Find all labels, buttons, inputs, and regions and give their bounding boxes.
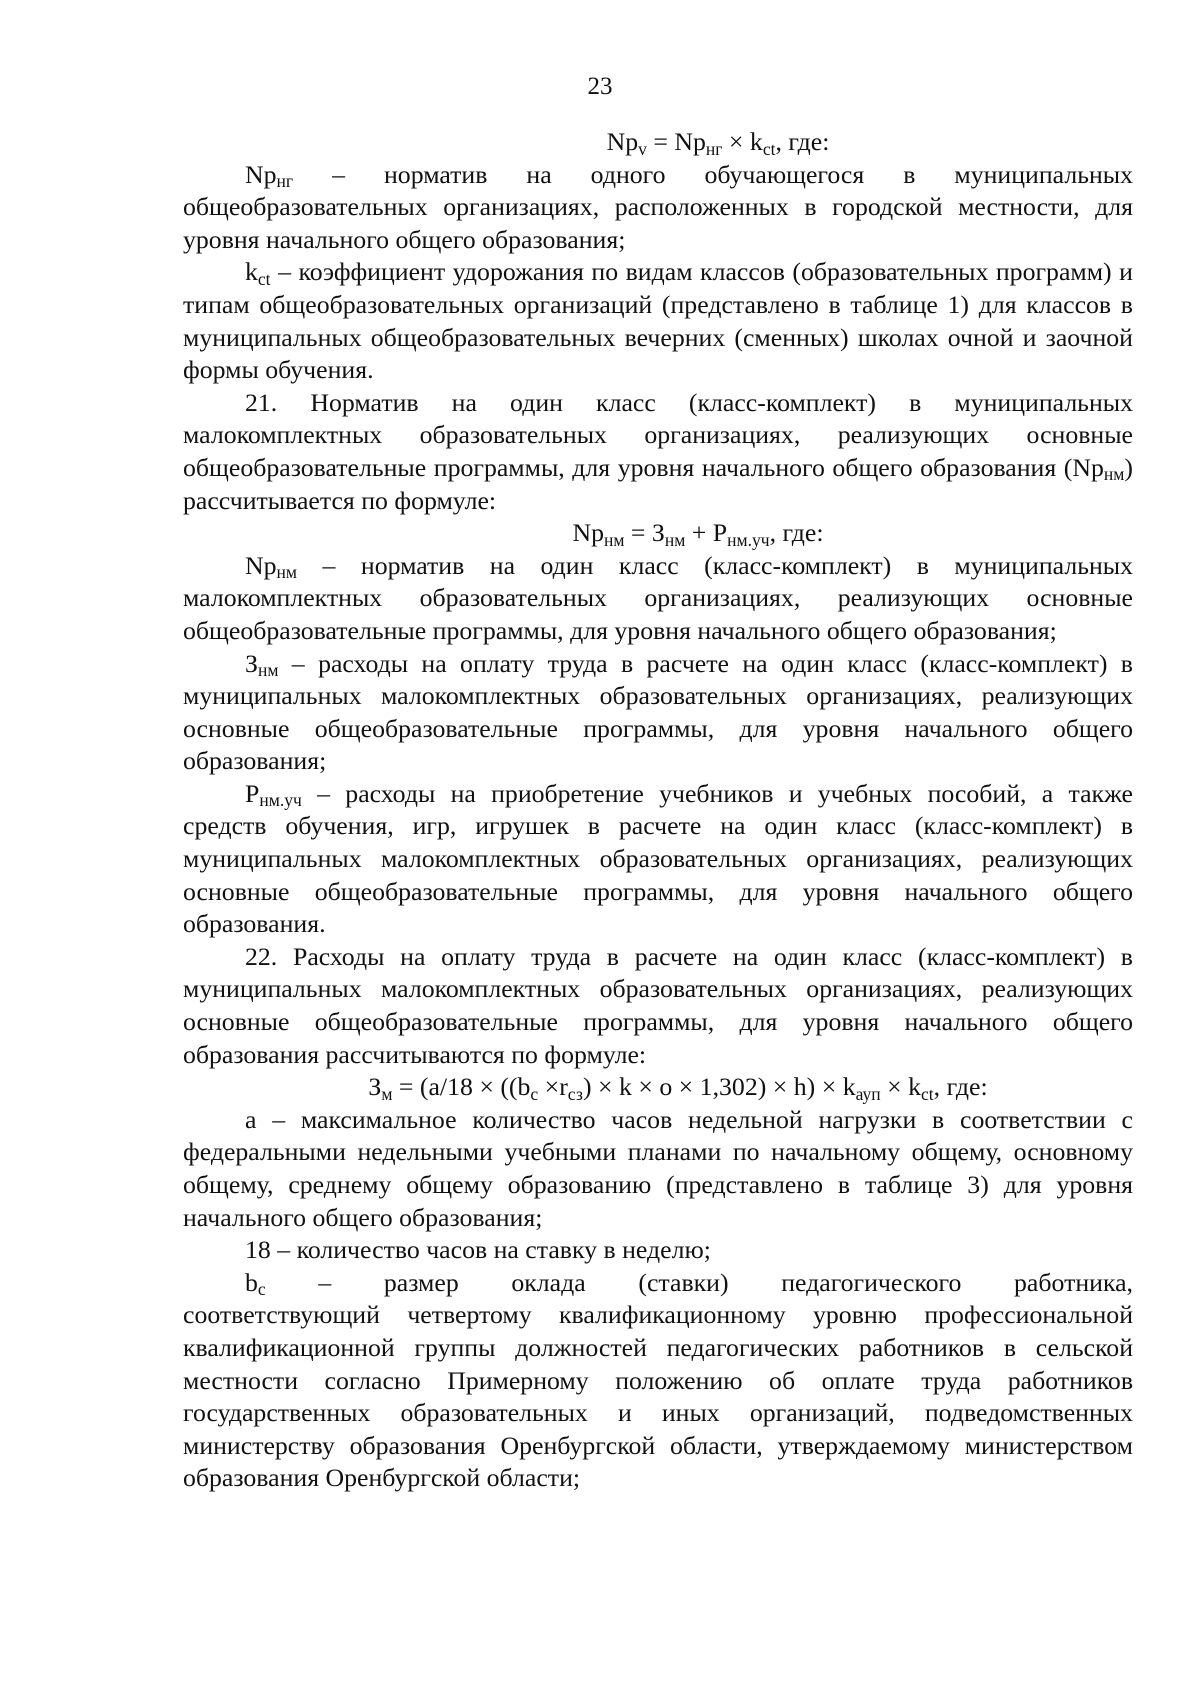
formula-part: ×r — [538, 1072, 568, 1102]
definition-word: оклада — [511, 1267, 586, 1297]
formula-part: = (а/18 × ((b — [392, 1072, 531, 1102]
formula-operator: × — [722, 127, 750, 156]
definition-text: – коэффициент удорожания по видам классов (образовательных программ) и типам общеобразовательных организаций (представлено в таблице 1) для классов в муниципальных общеобразовательных вечерних (сменных) школах очной и заочной формы обучения. — [183, 257, 1133, 385]
definition-word: размер — [383, 1267, 459, 1297]
definition-r-nm-uch — [183, 778, 1133, 941]
formula-subscript: v — [638, 138, 647, 159]
definition-symbol: Np — [1072, 452, 1104, 482]
definition-np-nm — [183, 550, 1133, 648]
definition-symbol-group — [245, 1267, 266, 1300]
definition-text: – норматив на один класс (класс-комплект) в муниципальных малокомплектных образовательных организациях, реализующих основные общеобразовательные программы, для уровня начального общего образования; — [183, 550, 1133, 645]
definition-b-c-first-line — [183, 1267, 1133, 1300]
paragraph-21 — [183, 387, 1133, 517]
formula-subscript: ауп — [855, 1083, 881, 1104]
formula-subscript: м — [381, 1083, 393, 1104]
formula-subscript: нм — [664, 529, 686, 550]
formula-subscript: сз — [567, 1083, 583, 1104]
definition-text: – расходы на оплату труда в расчете на один класс (класс-комплект) в муниципальных малокомплектных образовательных организациях, реализующих основные общеобразовательные программы, для уровня начального общего образования; — [183, 648, 1133, 776]
definition-symbol: k — [245, 257, 258, 287]
definition-18: 18 – количество часов на ставку в неделю; — [245, 1235, 711, 1265]
definition-subscript: нм — [257, 660, 279, 681]
definition-subscript: с — [257, 1279, 266, 1300]
formula-np-v — [183, 126, 1133, 159]
definition-a: а – максимальное количество часов недельной нагрузки в соответствии с федеральными недельными учебными планами по начальному общему, основному общему, среднему общему образованию (представлено в таблице 3) для уровня начального общего образования; — [183, 1104, 1133, 1232]
definition-word: – — [318, 1267, 332, 1297]
formula-symbol: Р — [712, 518, 728, 548]
formula-subscript: нм.уч — [727, 529, 770, 550]
formula-symbol: k — [749, 127, 763, 156]
definition-np-ng — [183, 159, 1133, 257]
definition-word: (ставки) — [638, 1267, 729, 1297]
formula-z-m — [183, 1071, 1133, 1104]
formula-subscript: с — [530, 1083, 539, 1104]
formula-subscript: ct — [921, 1083, 934, 1104]
definition-symbol: Np — [245, 159, 277, 189]
formula-tail: , где: — [769, 518, 824, 548]
formula-operator: = — [624, 518, 652, 548]
definition-symbol: Np — [245, 550, 277, 580]
paragraph-text: 21. Норматив на один класс (класс-комплект) в муниципальных малокомплектных образовательных организациях, реализующих основные общеобразовательные программы, для уровня начального общего образования ( — [183, 387, 1133, 482]
definition-symbol: Р — [245, 778, 260, 808]
formula-subscript: нг — [705, 138, 723, 159]
formula-part: ) × k × o × 1,302) × h) × k — [582, 1072, 856, 1102]
formula-symbol: З — [651, 518, 665, 548]
definition-subscript: нг — [276, 171, 294, 192]
formula-symbol: Np — [674, 127, 706, 156]
formula-symbol: З — [368, 1072, 382, 1102]
definition-symbol: b — [245, 1267, 258, 1297]
formula-part: × k — [880, 1072, 922, 1102]
definition-subscript: ct — [257, 268, 271, 289]
formula-subscript: нм — [603, 529, 625, 550]
definition-b-c: соответствующий четвертому квалификационному уровню профессиональной квалификационной группы должностей педагогических работников в сельской местности согласно Примерному положению об оплате труда работников государственных образовательных и иных организаций, подведомственных министерству образования Оренбургской области, утверждаемому министерством образования Оренбургской области; — [183, 1300, 1133, 1493]
paragraph-tail: ) рассчитывается по формуле: — [183, 452, 1133, 515]
formula-symbol: Np — [572, 518, 604, 548]
definition-word: работника, — [1014, 1267, 1133, 1297]
definition-text: – норматив на одного обучающегося в муниципальных общеобразовательных организациях, расположенных в городской местности, для уровня начального общего образования; — [183, 159, 1133, 254]
definition-z-nm — [183, 648, 1133, 778]
formula-operator: = — [646, 127, 675, 156]
page-number: 23 — [587, 73, 613, 100]
definition-word: педагогического — [781, 1267, 962, 1297]
formula-np-nm — [183, 517, 1133, 550]
paragraph-22: 22. Расходы на оплату труда в расчете на один класс (класс-комплект) в муниципальных малокомплектных образовательных организациях, реализующих основные общеобразовательные программы, для уровня начального общего образования рассчитываются по формуле: — [183, 941, 1133, 1069]
definition-symbol: З — [245, 648, 258, 678]
formula-tail: , где: — [775, 127, 830, 156]
formula-subscript: ct — [762, 138, 776, 159]
formula-operator: + — [685, 518, 713, 548]
definition-subscript: нм — [1103, 464, 1125, 485]
definition-text: – расходы на приобретение учебников и учебных пособий, а также средств обучения, игр, игрушек в расчете на один класс (класс-комплект) в муниципальных малокомплектных образовательных организациях, реализующих основные общеобразовательные программы, для уровня начального общего образования. — [183, 778, 1133, 939]
document-body — [183, 126, 1133, 1495]
definition-subscript: нм.уч — [259, 790, 302, 811]
definition-k-ct — [183, 256, 1133, 386]
definition-subscript: нм — [276, 562, 298, 583]
formula-tail: , где: — [933, 1072, 988, 1102]
formula-symbol: Np — [606, 127, 639, 156]
